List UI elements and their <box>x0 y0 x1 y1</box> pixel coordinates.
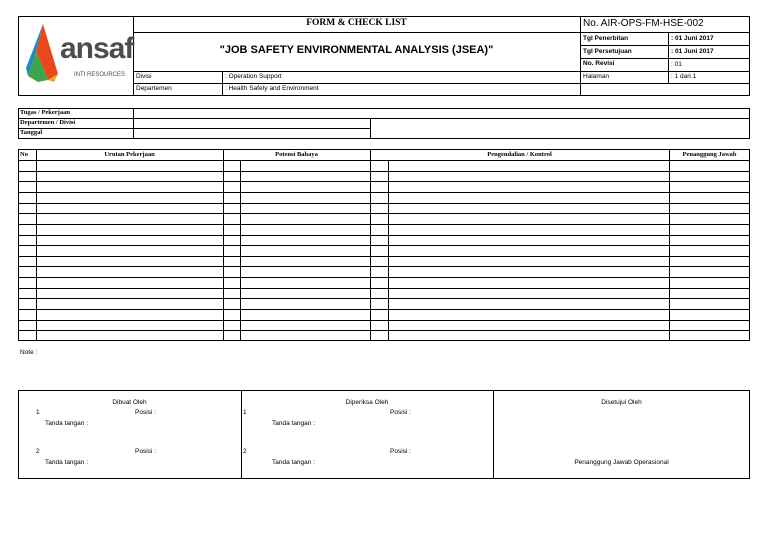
info-divider-label <box>133 108 134 139</box>
table-row <box>18 298 750 299</box>
company-logo <box>22 20 134 92</box>
diperiksa-number-2: 2 <box>243 448 247 455</box>
meta-label-halaman: Halaman <box>583 73 610 80</box>
diperiksa-tanda-tangan-2: Tanda tangan : <box>272 459 316 466</box>
table-header-line <box>18 160 750 161</box>
table-row <box>18 330 750 331</box>
dibuat-tanda-tangan-1: Tanda tangan : <box>45 420 89 427</box>
table-row <box>18 213 750 214</box>
meta-label-no-revisi: No. Revisi <box>583 60 615 67</box>
table-row <box>18 192 750 193</box>
table-row <box>18 235 750 236</box>
info-line-1 <box>18 118 750 119</box>
dibuat-number-2: 2 <box>36 448 40 455</box>
diperiksa-heading: Diperiksa Oleh <box>345 399 389 406</box>
diperiksa-number-1: 1 <box>243 409 247 416</box>
meta-value-halaman: : 1 dari 1 <box>671 73 697 80</box>
divisi-label: Divisi <box>136 73 152 80</box>
logo-subtext: INTI RESOURCES <box>74 72 126 78</box>
col-divider-potensi-sub <box>240 160 241 341</box>
dept-divisi-label: Departemen / Divisi <box>20 119 76 126</box>
header-line-3 <box>133 83 750 84</box>
table-row <box>18 277 750 278</box>
col-header-penanggung: Penanggung Jawab <box>682 151 737 158</box>
document-number: No. AIR-OPS-FM-HSE-002 <box>583 18 704 29</box>
divisi-value: : Operation Support <box>225 73 282 80</box>
header-line-meta-3 <box>580 58 750 59</box>
tanggal-label: Tanggal <box>20 129 43 136</box>
meta-label-tgl-penerbitan: Tgl Penerbitan <box>583 35 629 42</box>
disetujui-heading: Disetujui Oleh <box>601 399 642 406</box>
table-row <box>18 288 750 289</box>
table-row <box>18 181 750 182</box>
info-divider-right <box>370 118 371 139</box>
disetujui-footer: Penanggung Jawab Operasional <box>574 459 669 466</box>
table-row <box>18 320 750 321</box>
diperiksa-posisi-2: Posisi : <box>390 448 411 455</box>
document-title: "JOB SAFETY ENVIRONMENTAL ANALYSIS (JSEA)" <box>219 44 494 56</box>
dibuat-posisi-1: Posisi : <box>135 409 156 416</box>
meta-label-tgl-persetujuan: Tgl Persetujuan <box>583 48 632 55</box>
logo-text: ansaf <box>60 32 134 65</box>
note-label: Note : <box>20 349 38 356</box>
table-row <box>18 256 750 257</box>
table-row <box>18 171 750 172</box>
meta-value-tgl-persetujuan: : 01 Juni 2017 <box>671 48 714 55</box>
col-header-urutan: Urutan Pekerjaan <box>104 151 155 158</box>
col-divider-pengendalian-sub <box>388 160 389 341</box>
col-header-potensi: Potensi Bahaya <box>275 151 318 158</box>
table-row <box>18 224 750 225</box>
logo-mark-icon <box>24 22 62 84</box>
info-line-2 <box>18 128 370 129</box>
meta-value-tgl-penerbitan: : 01 Juni 2017 <box>671 35 714 42</box>
departemen-value: : Health Safety and Environment <box>225 85 319 92</box>
table-row <box>18 309 750 310</box>
header-divider-meta <box>580 16 581 96</box>
tugas-label: Tugas / Pekerjaan <box>20 109 70 116</box>
diperiksa-tanda-tangan-1: Tanda tangan : <box>272 420 316 427</box>
col-header-pengendalian: Pengendalian / Kontrol <box>487 151 552 158</box>
header-line-1 <box>133 32 750 33</box>
form-title: FORM & CHECK LIST <box>306 18 407 28</box>
header-line-meta-2 <box>580 45 750 46</box>
meta-value-no-revisi: : 01 <box>671 61 682 68</box>
col-header-no: No <box>20 151 28 158</box>
info-frame <box>18 108 750 139</box>
table-row <box>18 203 750 204</box>
dibuat-heading: Dibuat Oleh <box>112 399 147 406</box>
table-row <box>18 245 750 246</box>
diperiksa-posisi-1: Posisi : <box>390 409 411 416</box>
dibuat-tanda-tangan-2: Tanda tangan : <box>45 459 89 466</box>
header-line-2 <box>133 71 750 72</box>
dibuat-posisi-2: Posisi : <box>135 448 156 455</box>
departemen-label: Departemen <box>136 85 172 92</box>
dibuat-number-1: 1 <box>36 409 40 416</box>
table-row <box>18 266 750 267</box>
